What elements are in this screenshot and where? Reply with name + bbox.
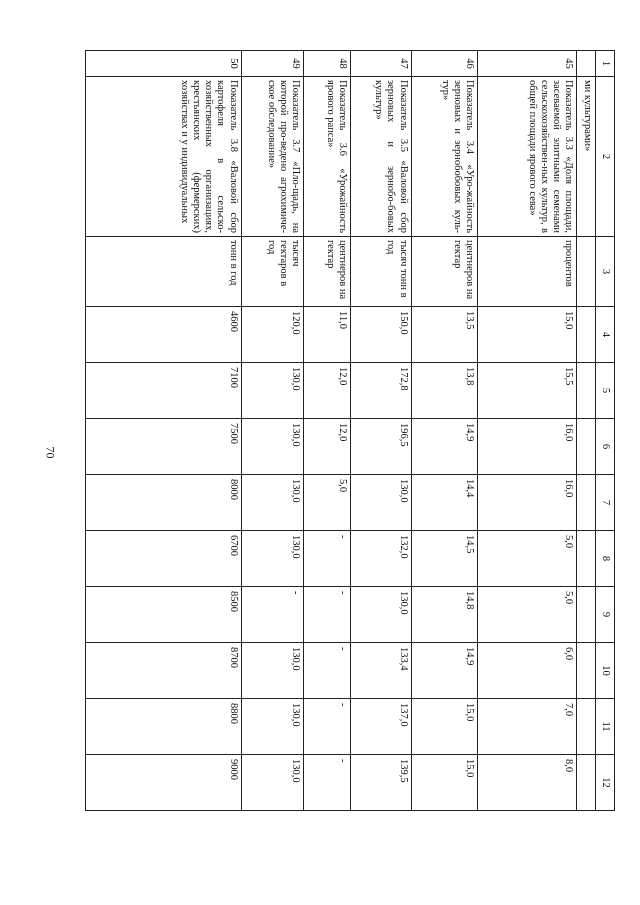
header-cell: 4 — [596, 307, 615, 363]
value-cell: 130,0 — [241, 363, 303, 419]
value-cell — [577, 419, 596, 475]
header-cell: 7 — [596, 475, 615, 531]
page-number: 70 — [43, 446, 58, 459]
value-cell: 11,0 — [303, 307, 351, 363]
value-cell: 14,9 — [411, 643, 477, 699]
value-cell: 5,0 — [477, 587, 577, 643]
value-cell: 130,0 — [351, 475, 411, 531]
value-cell: 15,0 — [477, 307, 577, 363]
value-cell: 14,9 — [411, 419, 477, 475]
header-cell: 2 — [596, 77, 615, 237]
row-number-cell: 49 — [241, 51, 303, 77]
value-cell — [577, 475, 596, 531]
value-cell: 14,5 — [411, 531, 477, 587]
header-row — [596, 51, 615, 811]
header-cell: 8 — [596, 531, 615, 587]
header-cell: 3 — [596, 237, 615, 307]
value-cell: 4600 — [86, 307, 242, 363]
value-cell: 139,5 — [351, 755, 411, 811]
value-cell: 6700 — [86, 531, 242, 587]
value-cell: 12,0 — [303, 419, 351, 475]
unit-cell: центнеров на гектар — [303, 237, 351, 307]
value-cell: 130,0 — [241, 531, 303, 587]
indicator-name-cell: Показатель 3.6 «Урожайность ярового рапса» — [303, 77, 351, 237]
value-cell: 8700 — [86, 643, 242, 699]
value-cell: 5,0 — [477, 531, 577, 587]
unit-cell — [577, 237, 596, 307]
value-cell: 14,4 — [411, 475, 477, 531]
header-cell: 5 — [596, 363, 615, 419]
value-cell: 132,0 — [351, 531, 411, 587]
indicator-name-cell: Показатель 3.4 «Уро-жайность зерновых и зернобобовых куль-тур» — [411, 77, 477, 237]
indicator-table — [85, 50, 615, 811]
indicator-name-cell: Показатель 3.5 «Валовой сбор зерновых и зернобо-бовых культур» — [351, 77, 411, 237]
value-cell: 8,0 — [477, 755, 577, 811]
value-cell: 5,0 — [303, 475, 351, 531]
value-cell: 6,0 — [477, 643, 577, 699]
table-row — [303, 51, 351, 811]
value-cell: 12,0 — [303, 363, 351, 419]
value-cell: - — [303, 643, 351, 699]
row-number-cell — [577, 51, 596, 77]
row-number-cell: 48 — [303, 51, 351, 77]
value-cell: 13,8 — [411, 363, 477, 419]
table-row — [411, 51, 477, 811]
value-cell: 130,0 — [241, 755, 303, 811]
indicator-name-cell: Показатель 3.3 «Доля площади, засеваемой элитными семенами сельскохозяйствен-ных культур, в общей площади ярового сева» — [477, 77, 577, 237]
indicator-name-cell: Показатель 3.8 «Валовой сбор картофеля в сельско-хозяйственных организациях, крестьянских (фермерских) хозяйствах и у индивидуальных — [86, 77, 242, 237]
value-cell: - — [303, 587, 351, 643]
value-cell: 130,0 — [241, 419, 303, 475]
value-cell: 8500 — [86, 587, 242, 643]
value-cell: 7500 — [86, 419, 242, 475]
value-cell: 120,0 — [241, 307, 303, 363]
unit-cell: центнеров на гектар — [411, 237, 477, 307]
value-cell: 133,4 — [351, 643, 411, 699]
value-cell — [577, 755, 596, 811]
value-cell: 130,0 — [351, 587, 411, 643]
value-cell: - — [303, 755, 351, 811]
header-cell: 10 — [596, 643, 615, 699]
value-cell — [577, 307, 596, 363]
unit-cell: тысяч гектаров в год — [241, 237, 303, 307]
value-cell: 9000 — [86, 755, 242, 811]
value-cell: 196,5 — [351, 419, 411, 475]
unit-cell: тонн в год — [86, 237, 242, 307]
value-cell: 15,0 — [411, 755, 477, 811]
header-cell: 12 — [596, 755, 615, 811]
continuation-row — [577, 51, 596, 811]
unit-cell: тысяч тонн в год — [351, 237, 411, 307]
header-cell: 11 — [596, 699, 615, 755]
value-cell: 172,8 — [351, 363, 411, 419]
value-cell: - — [303, 531, 351, 587]
header-cell: 1 — [596, 51, 615, 77]
value-cell — [577, 531, 596, 587]
value-cell: 137,0 — [351, 699, 411, 755]
value-cell: 15,5 — [477, 363, 577, 419]
row-number-cell: 50 — [86, 51, 242, 77]
header-cell: 9 — [596, 587, 615, 643]
value-cell: 130,0 — [241, 643, 303, 699]
value-cell: - — [303, 699, 351, 755]
table-row — [241, 51, 303, 811]
value-cell: 8000 — [86, 475, 242, 531]
value-cell: 15,0 — [411, 699, 477, 755]
value-cell: 130,0 — [241, 475, 303, 531]
value-cell — [577, 699, 596, 755]
value-cell — [577, 643, 596, 699]
indicator-name-cell: ми культурами» — [577, 77, 596, 237]
table-row — [86, 51, 242, 811]
value-cell — [577, 363, 596, 419]
value-cell: 130,0 — [241, 699, 303, 755]
indicator-name-cell: Показатель 3.7 «Пло-щадь, на которой про-ведено агрохимиче-ское обследование» — [241, 77, 303, 237]
table-row — [351, 51, 411, 811]
value-cell: 13,5 — [411, 307, 477, 363]
table-row — [477, 51, 577, 811]
value-cell — [577, 587, 596, 643]
unit-cell: процентов — [477, 237, 577, 307]
value-cell: 16,0 — [477, 419, 577, 475]
value-cell: 150,0 — [351, 307, 411, 363]
value-cell: 14,8 — [411, 587, 477, 643]
value-cell: - — [241, 587, 303, 643]
value-cell: 7100 — [86, 363, 242, 419]
row-number-cell: 46 — [411, 51, 477, 77]
value-cell: 7,0 — [477, 699, 577, 755]
value-cell: 8800 — [86, 699, 242, 755]
value-cell: 16,0 — [477, 475, 577, 531]
row-number-cell: 47 — [351, 51, 411, 77]
header-cell: 6 — [596, 419, 615, 475]
indicator-table-container — [85, 50, 615, 810]
row-number-cell: 45 — [477, 51, 577, 77]
